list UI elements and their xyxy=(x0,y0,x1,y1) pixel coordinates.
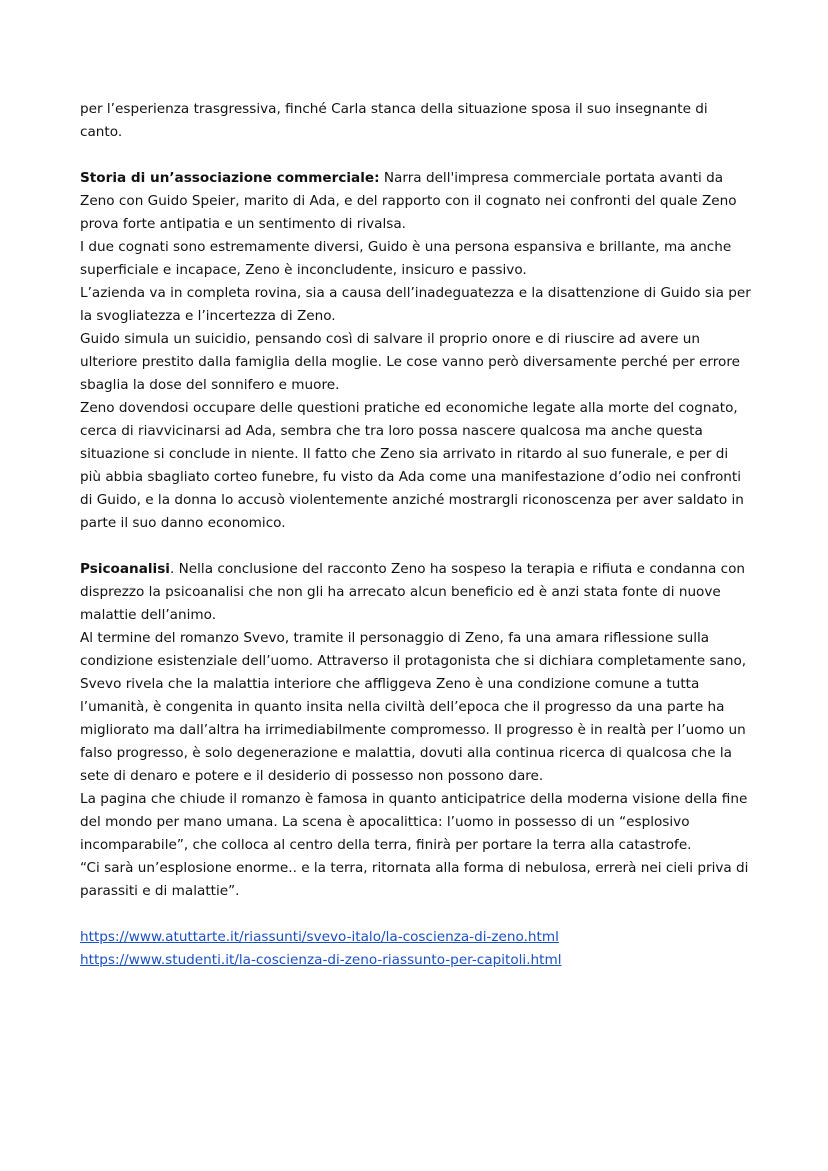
psycho-heading-sep: . xyxy=(169,561,175,577)
source-link-studenti[interactable]: https://www.studenti.it/la-coscienza-di-zeno-riassunto-per-capitoli.html xyxy=(80,952,562,968)
psycho-paragraph: La pagina che chiude il romanzo è famosa in quanto anticipatrice della moderna visione della fine del mondo per mano umana. La scena è apocalittica: l’uomo in possesso di un “esplosivo incomparabile”, che colloca al centro della terra, finirà per portare la terra alla catastrofe. xyxy=(80,791,748,853)
document-page xyxy=(80,98,752,972)
association-paragraph: L’azienda va in completa rovina, sia a causa dell’inadeguatezza e la disattenzione di Guido sia per la svogliatezza e l’incertezza di Zeno. xyxy=(80,285,751,324)
paragraph-gap xyxy=(80,144,752,167)
psycho-paragraph: “Ci sarà un’esplosione enorme.. e la terra, ritornata alla forma di nebulosa, errerà nei cieli priva di parassiti e di malattie”. xyxy=(80,860,749,899)
psycho-lead: Nella conclusione del racconto Zeno ha sospeso la terapia e rifiuta e condanna con disprezzo la psicoanalisi che non gli ha arrecato alcun beneficio ed è anzi stata fonte di nuove malattie dell’animo. xyxy=(80,561,745,623)
association-heading-sep: : xyxy=(374,170,380,186)
association-paragraph: Guido simula un suicidio, pensando così di salvare il proprio onore e di riuscire ad avere un ulteriore prestito dalla famiglia della moglie. Le cose vanno però diversamente perché per errore sbaglia la dose del sonnifero e muore. xyxy=(80,331,740,393)
source-link-atuttarte[interactable]: https://www.atuttarte.it/riassunti/svevo-italo/la-coscienza-di-zeno.html xyxy=(80,929,559,945)
intro-paragraph: per l’esperienza trasgressiva, finché Carla stanca della situazione sposa il suo insegnante di canto. xyxy=(80,101,708,140)
paragraph-gap xyxy=(80,903,752,926)
association-heading: Storia di un’associazione commerciale xyxy=(80,170,375,186)
psycho-paragraph: Al termine del romanzo Svevo, tramite il personaggio di Zeno, fa una amara riflessione sulla condizione esistenziale dell’uomo. Attraverso il protagonista che si dichiara completamente sano, Svevo rivela che la malattia interiore che affliggeva Zeno è una condizione comune a tutta l’umanità, è congenita in quanto insita nella civiltà dell’epoca che il progresso da una parte ha migliorato ma dall’altra ha irrimediabilmente compromesso. Il progresso è in realtà per l’uomo un falso progresso, è solo degenerazione e malattia, dovuti alla continua ricerca di qualcosa che la sete di denaro e potere e il desiderio di possesso non possono dare. xyxy=(80,630,747,784)
association-paragraph: I due cognati sono estremamente diversi, Guido è una persona espansiva e brillante, ma anche superficiale e incapace, Zeno è inconcludente, insicuro e passivo. xyxy=(80,239,732,278)
association-paragraph: Zeno dovendosi occupare delle questioni pratiche ed economiche legate alla morte del cognato, cerca di riavvicinarsi ad Ada, sembra che tra loro possa nascere qualcosa ma anche questa situazione si conclude in niente. Il fatto che Zeno sia arrivato in ritardo al suo funerale, e per di più abbia sbagliato corteo funebre, fu visto da Ada come una manifestazione d’odio nei confronti di Guido, e la donna lo accusò violentemente anziché mostrargli riconoscenza per aver saldato in parte il suo danno economico. xyxy=(80,400,744,531)
psycho-lead-paragraph xyxy=(80,558,752,627)
paragraph-gap xyxy=(80,535,752,558)
association-lead: Narra dell'impresa commerciale portata avanti da Zeno con Guido Speier, marito di Ada, e del rapporto con il cognato nei confronti del quale Zeno prova forte antipatia e un sentimento di rivalsa. xyxy=(80,170,737,232)
psycho-heading: Psicoanalisi xyxy=(80,561,170,577)
association-lead-paragraph xyxy=(80,167,752,236)
